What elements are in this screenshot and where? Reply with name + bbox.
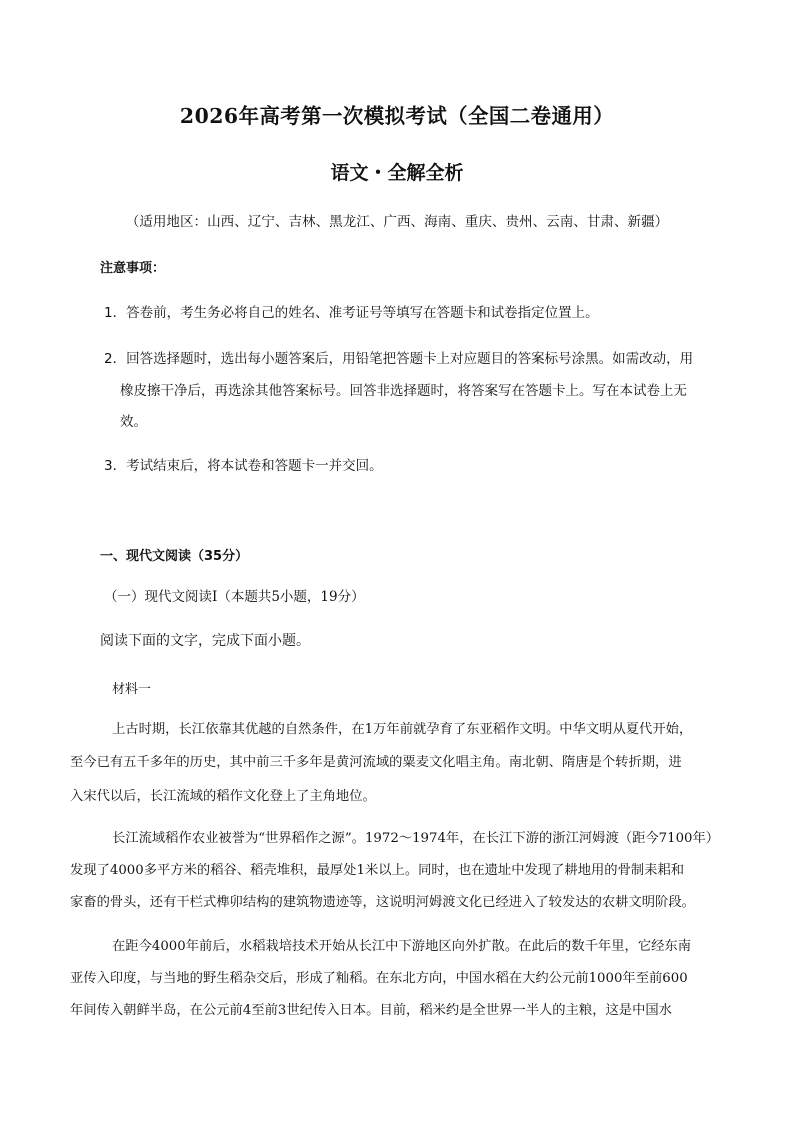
paragraph-2-line-2: 发现了4000多平方米的稻谷、稻壳堆积，最厚处1米以上。同时，也在遗址中发现了耕地用的骨制耒耜和 <box>70 863 685 878</box>
notice-heading: 注意事项： <box>100 261 166 276</box>
paragraph-3-line-3: 年间传入朝鲜半岛，在公元前4至前3世纪传入日本。目前，稻米约是全世界一半人的主粮，这是中国水 <box>70 1003 672 1018</box>
notice-item-2-line-3: 效。 <box>120 414 147 430</box>
paragraph-1-line-3: 入宋代以后，长江流域的稻作文化登上了主角地位。 <box>70 789 376 804</box>
document-subtitle: 语文・全解全析 <box>330 162 464 184</box>
applicable-regions: （适用地区：山西、辽宁、吉林、黑龙江、广西、海南、重庆、贵州、云南、甘肃、新疆） <box>125 214 669 230</box>
paragraph-3-line-2: 亚传入印度，与当地的野生稻杂交后，形成了籼稻。在东北方向，中国水稻在大约公元前1000年至前600 <box>70 971 688 986</box>
section-heading: 一、现代文阅读（35分） <box>100 549 249 564</box>
paragraph-2-line-3: 家畜的骨头，还有干栏式榫卯结构的建筑物遗迹等，这说明河姆渡文化已经进入了较发达的农耕文明阶段。 <box>70 895 695 910</box>
paragraph-1-line-1: 上古时期，长江依靠其优越的自然条件，在1万年前就孕育了东亚稻作文明。中华文明从夏代开始， <box>112 722 693 737</box>
notice-item-3: 3．考试结束后，将本试卷和答题卡一并交回。 <box>104 458 383 474</box>
subsection-heading: （一）现代文阅读Ⅰ（本题共5小题，19分） <box>104 589 365 605</box>
notice-item-1: 1．答卷前，考生务必将自己的姓名、准考证号等填写在答题卡和试卷指定位置上。 <box>104 305 599 321</box>
paragraph-1-line-2: 至今已有五千多年的历史，其中前三千多年是黄河流域的粟麦文化唱主角。南北朝、隋唐是个转折期，进 <box>70 755 682 770</box>
material-label: 材料一 <box>112 682 152 697</box>
reading-instruction: 阅读下面的文字，完成下面小题。 <box>100 633 310 649</box>
document-title: 2026年高考第一次模拟考试（全国二卷通用） <box>179 104 615 128</box>
paragraph-2-line-1: 长江流域稻作农业被誉为“世界稻作之源”。1972～1974年，在长江下游的浙江河姆渡（距今7100年） <box>112 831 720 846</box>
paragraph-3-line-1: 在距今4000年前后，水稻栽培技术开始从长江中下游地区向外扩散。在此后的数千年里，它经东南 <box>112 939 692 954</box>
notice-item-2-line-2: 橡皮擦干净后，再选涂其他答案标号。回答非选择题时，将答案写在答题卡上。写在本试卷上无 <box>120 383 687 399</box>
notice-item-2-line-1: 2．回答选择题时，选出每小题答案后，用铅笔把答题卡上对应题目的答案标号涂黑。如需改动，用 <box>104 351 694 367</box>
